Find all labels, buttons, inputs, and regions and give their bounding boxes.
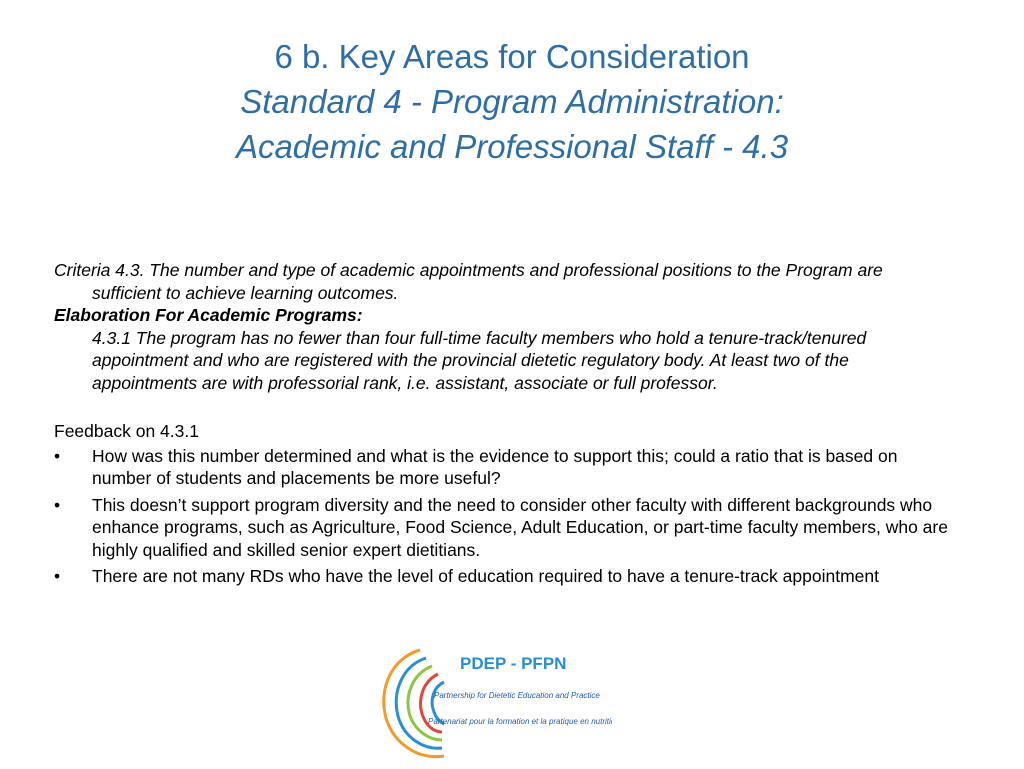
bullet-text: This doesn’t support program diversity and the need to consider other faculty with different backgrounds who enhance programs, such as Agriculture, Food Science, Adult Education, or part-time faculty members, who are highly qualified and skilled senior expert dietitians. (92, 494, 948, 560)
elaboration-text: 4.3.1 The program has no fewer than four full-time faculty members who hold a tenure-track/tenured appointment and who are registered with the provincial dietetic regulatory body. At least two of the appointments are with professorial rank, i.e. assistant, associate or full professor. (92, 327, 867, 393)
title-line-1: 6 b. Key Areas for Consideration (274, 38, 750, 75)
feedback-heading: Feedback on 4.3.1 (54, 421, 199, 441)
logo-line-fr: Partenariat pour la formation et la pratique en nutrition (428, 717, 612, 726)
pdep-logo (372, 644, 612, 764)
elaboration-heading: Elaboration For Academic Programs: (54, 305, 363, 325)
title-line-3: Academic and Professional Staff - 4.3 (235, 128, 789, 165)
bullet-text: How was this number determined and what is the evidence to support this; could a ratio that is based on number of students and placements be more useful? (92, 445, 898, 488)
slide-title (60, 34, 964, 169)
bullet-marker: • (54, 494, 61, 515)
bullet-text: There are not many RDs who have the level of education required to have a tenure-track appointment (92, 566, 879, 586)
bullet-item (54, 565, 954, 588)
bullet-marker: • (54, 566, 61, 586)
slide-body (54, 259, 954, 588)
bullet-item (54, 494, 954, 562)
criteria-text: Criteria 4.3. The number and type of academic appointments and professional positions to the Program are sufficient to achieve learning outcomes. (54, 260, 883, 303)
title-line-2: Standard 4 - Program Administration: (240, 83, 784, 120)
bullet-marker: • (54, 445, 61, 466)
spacer (54, 394, 954, 420)
logo-name: PDEP - PFPN (460, 654, 567, 673)
pdep-logo-graphic (372, 644, 612, 764)
bullet-item (54, 445, 954, 490)
logo-ring-green (408, 666, 442, 740)
logo-line-en: Partnership for Dietetic Education and Practice (434, 691, 600, 700)
